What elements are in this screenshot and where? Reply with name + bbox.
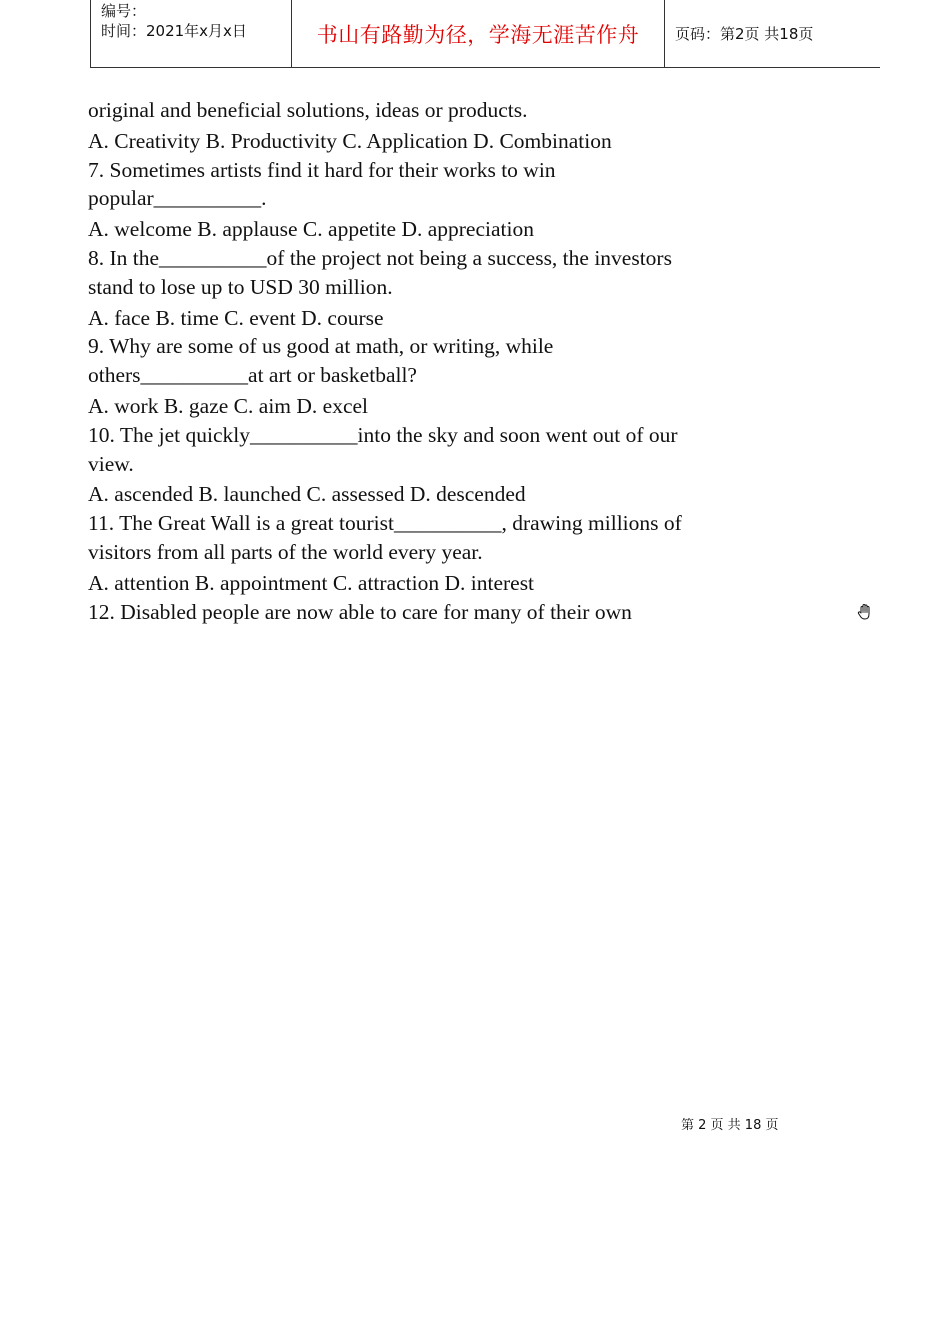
header-page-cell [665,0,880,67]
option-line: A. attention B. appointment C. attraction D. interest [88,570,535,595]
header-info-cell [91,0,292,67]
document-body [88,96,748,626]
question-line: visitors from all parts of the world every year. [88,539,483,564]
option-line: A. Creativity B. Productivity C. Application D. Combination [88,128,612,153]
date-line: 时间：2021年x月x日 [101,22,247,40]
header-motto-cell [292,0,665,67]
footer-page-text: 第 2 页 共 18 页 [681,1118,779,1133]
question-line: 7. Sometimes artists find it hard for their works to win [88,157,556,182]
question-line: 8. In the__________of the project not being a success, the investors [88,245,672,270]
question-line: 12. Disabled people are now able to care for many of their own [88,599,632,624]
number-label: 编号： [101,2,147,20]
option-line: A. ascended B. launched C. assessed D. descended [88,482,526,507]
question-line: view. [88,451,134,476]
question-line: others__________at art or basketball? [88,363,417,388]
option-line: A. face B. time C. event D. course [88,305,384,330]
hand-cursor-icon [856,603,874,621]
document-header [90,0,880,68]
page-footer [681,1114,778,1133]
question-line: 10. The jet quickly__________into the sky and soon went out of our [88,422,678,447]
option-line: A. work B. gaze C. aim D. excel [88,393,369,418]
motto-text: 书山有路勤为径，学海无涯苦作舟 [316,22,640,47]
question-line: stand to lose up to USD 30 million. [88,274,393,299]
text-line: original and beneficial solutions, ideas or products. [88,98,528,122]
page-label: 页码：第2页 共18页 [675,25,814,43]
question-line: 11. The Great Wall is a great tourist__________, drawing millions of [88,511,682,536]
option-line: A. welcome B. applause C. appetite D. appreciation [88,217,534,242]
question-line: popular__________. [88,186,267,211]
question-line: 9. Why are some of us good at math, or writing, while [88,334,554,359]
